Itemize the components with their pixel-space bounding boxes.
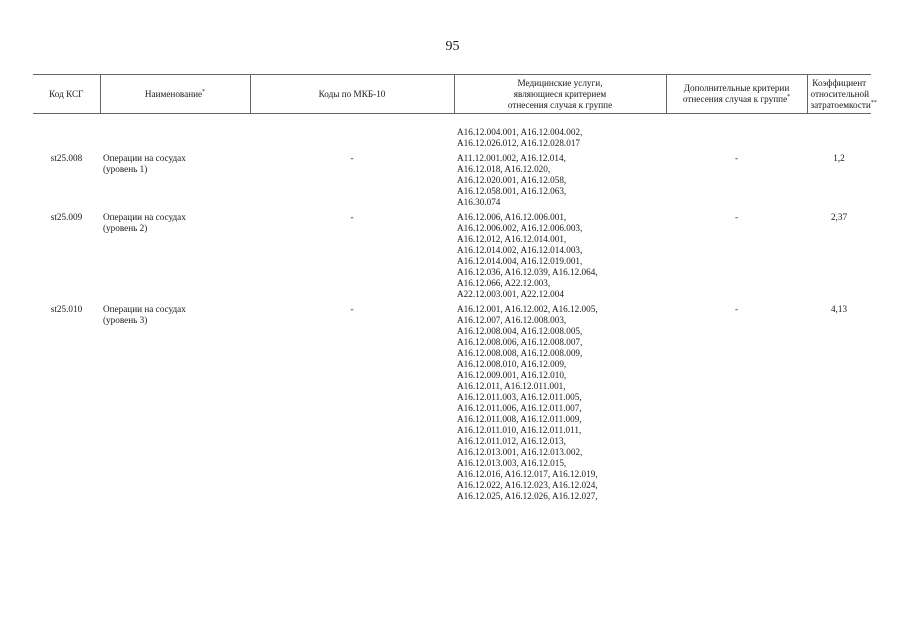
header-services: Медицинские услуги, являющиеся критерием отнесения случая к группе [454,75,666,114]
coefficient-cell: 4,13 [830,304,848,314]
header-coefficient: Коэффициент относительной затратоемкости** [807,75,871,114]
table-row [33,153,871,212]
ksg-table [33,74,877,506]
table-row-continuation [33,127,871,153]
services-cell: A11.12.001.002, A16.12.014, A16.12.018, A16.12.020, A16.12.020.001, A16.12.058, A16.12.058.001, A16.12.063, A16.30.074 [457,153,567,207]
ksg-name: Операции на сосудах (уровень 2) [103,212,186,233]
header-code: Код КСГ [33,75,100,114]
ksg-code: st25.009 [50,212,83,222]
ksg-code: st25.008 [50,153,83,163]
criteria-cell: - [734,304,739,314]
table-header-row [33,75,871,114]
header-name: Наименование* [100,75,250,114]
services-cell: A16.12.001, A16.12.002, A16.12.005, A16.12.007, A16.12.008.003, A16.12.008.004, A16.12.008.005, A16.12.008.006, A16.12.008.007, A16.12.008.008, A16.12.008.009, A16.12.008.010, A16.12.009, A16.12.009.001, A16.12.010, A16.12.011, A16.12.011.001, A16.12.011.003, A16.12.011.005, A16.12.011.006, A16.12.011.007, A16.12.011.008, A16.12.011.009, A16.12.011.010, A16.12.011.011, A16.12.011.012, A16.12.013, A16.12.013.001, A16.12.013.002, A16.12.013.003, A16.12.015, A16.12.016, A16.12.017, A16.12.019, A16.12.022, A16.12.023, A16.12.024, A16.12.025, A16.12.026, A16.12.027, [457,304,598,501]
coefficient-cell: 1,2 [833,153,845,163]
ksg-name: Операции на сосудах (уровень 3) [103,304,186,325]
mkb-codes: - [350,304,354,314]
coefficient-cell: 2,37 [830,212,848,222]
ksg-code: st25.010 [50,304,83,314]
header-mkb: Коды по МКБ-10 [250,75,454,114]
services-cell: A16.12.004.001, A16.12.004.002, A16.12.026.012, A16.12.028.017 [457,127,583,148]
header-criteria: Дополнительные критерии отнесения случая к группе* [666,75,807,114]
mkb-codes: - [350,153,354,163]
mkb-codes: - [350,212,354,222]
ksg-name: Операции на сосудах (уровень 1) [103,153,186,174]
table-row [33,304,871,506]
services-cell: A16.12.006, A16.12.006.001, A16.12.006.002, A16.12.006.003, A16.12.012, A16.12.014.001, A16.12.014.002, A16.12.014.003, A16.12.014.004, A16.12.019.001, A16.12.036, A16.12.039, A16.12.064, A16.12.066, A22.12.003, A22.12.003.001, A22.12.004 [457,212,598,299]
page-number: 95 [445,39,460,54]
table-row [33,212,871,304]
criteria-cell: - [734,153,739,163]
criteria-cell: - [734,212,739,222]
